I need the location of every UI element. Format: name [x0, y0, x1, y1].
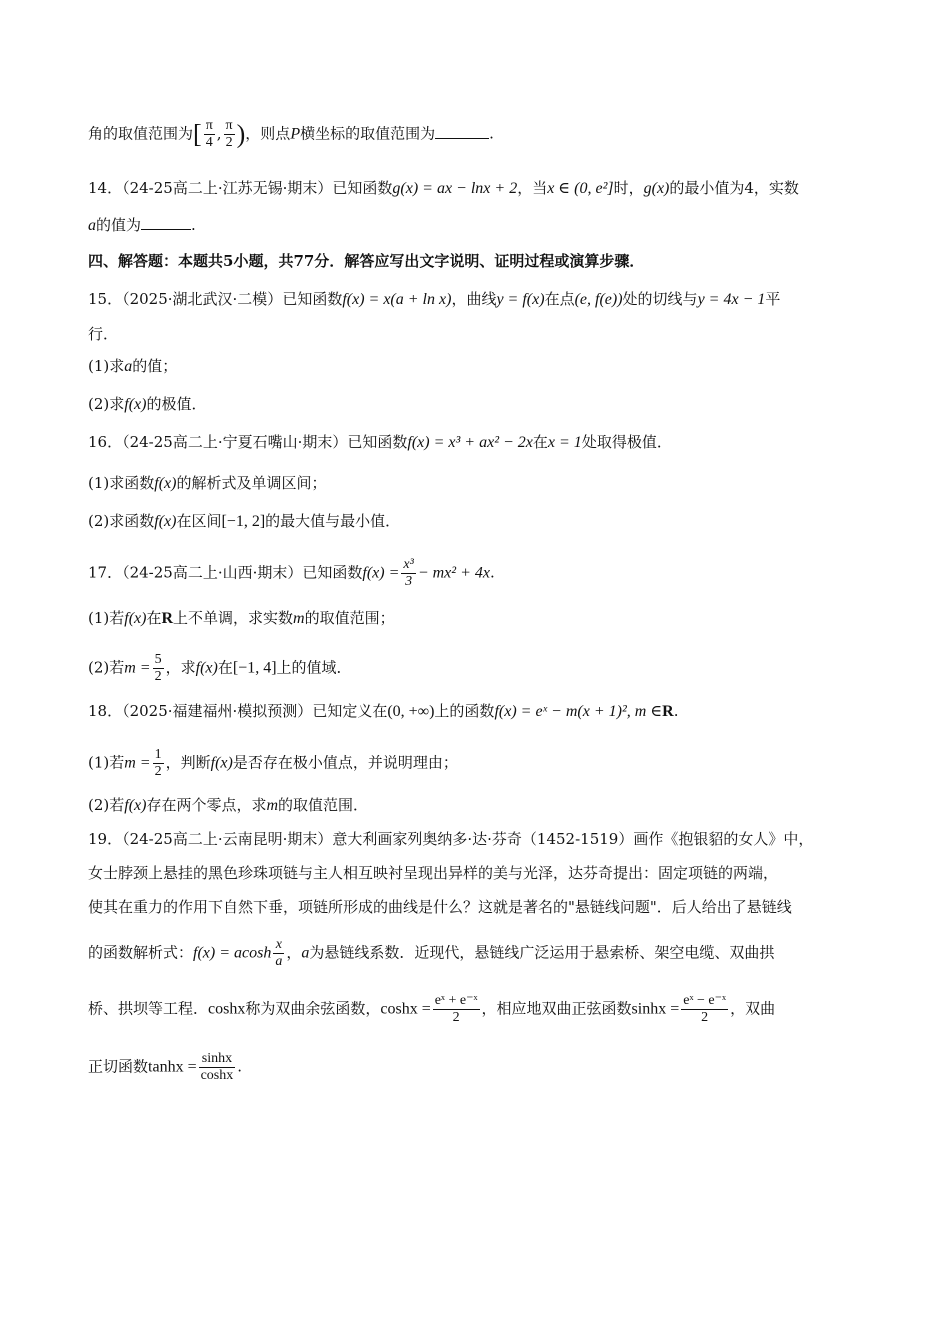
q17-p2f: f(x)	[195, 659, 218, 677]
cosh-def-fraction	[433, 993, 480, 1026]
q17-p2b: ，求	[165, 658, 196, 677]
q13-tail-r-hi-num: π	[225, 118, 233, 133]
q13-tail-r-lo-den: 4	[205, 135, 213, 150]
q17-p2d: 上的值域．	[276, 658, 352, 677]
q15-t3: 在点	[544, 290, 575, 308]
q14-line-2	[88, 214, 196, 237]
answer-blank	[435, 124, 489, 139]
q19-src: （24-25高二上·云南昆明·期末）	[122, 830, 333, 848]
q18-dom: (0, +∞)	[387, 703, 435, 720]
q17-part-1	[88, 607, 395, 630]
q19-num: 19．	[88, 830, 123, 848]
q15-src: （2025·湖北武汉·二模）	[122, 290, 283, 308]
q18-p1num: 1	[154, 747, 162, 762]
q14-t5: 的值为	[96, 216, 142, 234]
q15-part-1	[88, 355, 177, 378]
q16-p1b: 的解析式及单调区间；	[176, 474, 327, 492]
q18-p2m: m	[266, 797, 279, 814]
q19-l5den2: 2	[701, 1010, 709, 1025]
q15-p2f: f(x)	[124, 396, 147, 413]
q16-line-1	[88, 431, 672, 454]
q17-p2m: m =	[124, 659, 151, 677]
q19-line-1	[88, 828, 813, 850]
q17-p1b: 在	[146, 609, 162, 627]
q15-p1b: 的值；	[132, 357, 178, 375]
q18-p1a: (1)若	[88, 753, 125, 772]
q19-l4a: 的函数解析式：	[88, 943, 194, 962]
q16-num: 16．	[88, 433, 123, 451]
q16-p2i: [−1, 2]	[221, 513, 266, 530]
q19-l6tanh: tanhx =	[148, 1058, 197, 1076]
q16-p1f: f(x)	[154, 475, 177, 492]
q16-p2c: 的最大值与最小值．	[265, 512, 401, 530]
q18-p2a: (2)若	[88, 796, 125, 814]
q19-line-2: 女士脖颈上悬挂的黑色珍珠项链与主人相互映衬呈现出异样的美与光泽，达芬奇提出：固定项链的两端，	[88, 864, 779, 882]
tanh-def-fraction	[199, 1051, 236, 1084]
q18-part-2	[88, 794, 368, 817]
q16-part-1	[88, 472, 326, 495]
q16-t1: 已知函数	[347, 433, 408, 451]
q15-p2a: (2)求	[88, 395, 125, 413]
q18-m-fraction	[153, 747, 164, 780]
q17-p1m: m	[293, 610, 305, 627]
section-header: 四、解答题：本题共5小题，共77分．解答应写出文字说明、证明过程或演算步骤．	[88, 252, 645, 270]
q19-l5den: 2	[452, 1010, 460, 1025]
q14-t2: ，当	[517, 179, 548, 197]
q17-p1R: R	[161, 610, 174, 627]
q19-l5eq: coshx =	[380, 1000, 431, 1018]
q18-t2: 上的函数	[434, 702, 495, 720]
q17-p2c: 在	[217, 658, 233, 677]
q19-line-4	[88, 937, 774, 970]
q13-tail-line: 角的取值范围为[ $\frac{\pi}{4}$ , $\frac{\pi}{2}$ )，则点P横坐标的取值范围为 .	[88, 118, 494, 150]
q15-line-2: 行．	[88, 325, 119, 343]
q19-cosh-fraction	[273, 937, 284, 970]
q16-t2: 在	[532, 433, 548, 451]
q17-rest: − mx² + 4x	[417, 564, 490, 582]
q18-p2f: f(x)	[124, 797, 147, 814]
q15-part-2	[88, 393, 206, 416]
q19-line-3: 使其在重力的作用下自然下垂，项链所形成的曲线是什么？这就是著名的"悬链线问题"．后人给出了悬链线	[88, 898, 792, 916]
q17-line-1	[88, 557, 495, 590]
answer-blank	[141, 215, 191, 230]
q14-num: 14．	[88, 179, 123, 197]
q13-tail-r-hi-den: 2	[225, 135, 233, 150]
q16-func: f(x) = x³ + ax² − 2x	[407, 434, 533, 451]
q19-l5num2: eˣ − e⁻ˣ	[683, 993, 727, 1008]
q13-tail-t3: 横坐标的取值范围为	[300, 124, 436, 143]
q18-p2b: 存在两个零点，求	[146, 796, 267, 814]
q19-l4c: 为悬链线系数．近现代，悬链线广泛运用于悬索桥、架空电缆、双曲拱	[309, 943, 775, 962]
q17-p1f: f(x)	[124, 610, 147, 627]
q19-l6a: 正切函数	[88, 1057, 149, 1076]
q17-part-2	[88, 652, 352, 685]
q19-l5d: ，双曲	[730, 999, 776, 1018]
q15-curve: y = f(x)	[496, 291, 545, 308]
q17-num: 17．	[88, 563, 123, 582]
q19-l5num: eˣ + e⁻ˣ	[434, 993, 478, 1008]
q14-func: g(x) = ax − lnx + 2	[392, 180, 518, 197]
sinh-def-fraction	[681, 993, 728, 1026]
q13-tail-t1: 角的取值范围为	[88, 124, 194, 143]
q19-l4b: ，	[286, 943, 302, 962]
q15-num: 15．	[88, 290, 123, 308]
q18-R: R	[662, 703, 674, 720]
q19-l4a2: a	[301, 944, 310, 962]
q17-p1a: (1)若	[88, 609, 125, 627]
q14-line-1	[88, 177, 799, 200]
q18-p1b: ，判断	[165, 753, 211, 772]
q17-fr-num: x³	[403, 557, 414, 572]
q15-p1a: (1)求	[88, 357, 125, 375]
q16-t3: 处取得极值．	[581, 433, 672, 451]
q19-l6den: coshx	[200, 1068, 234, 1083]
q18-part-1	[88, 747, 458, 780]
q15-p2b: 的极值．	[146, 395, 207, 413]
q18-src: （2025·福建福州·模拟预测）	[122, 702, 313, 720]
q13-tail-t2: ，则点	[245, 124, 291, 143]
range-lower-fraction	[204, 118, 215, 151]
q19-l5a: 桥、拱坝等工程．	[88, 999, 209, 1018]
q18-num: 18．	[88, 702, 123, 720]
q14-src: （24-25高二上·江苏无锡·期末）	[122, 179, 333, 197]
q19-l1: 意大利画家列奥纳多·达·芬奇（1452-1519）画作《抱银貂的女人》中，	[332, 830, 814, 848]
q15-t2: ，曲线	[451, 290, 497, 308]
q17-src: （24-25高二上·山西·期末）	[122, 563, 303, 582]
q18-p2c: 的取值范围．	[278, 796, 369, 814]
q19-l4f: f(x) = acosh	[193, 944, 272, 962]
q19-l5c: ，相应地双曲正弦函数	[481, 999, 632, 1018]
q17-p1c: 上不单调，求实数	[173, 609, 294, 627]
q16-p2f: f(x)	[154, 513, 177, 530]
q18-p1den: 2	[154, 764, 162, 779]
range-upper-fraction	[224, 118, 235, 151]
q17-p2i: [−1, 4]	[232, 659, 277, 677]
q14-t3: 时，	[613, 179, 644, 197]
q17-m-fraction	[153, 652, 164, 685]
q15-line-1	[88, 288, 780, 311]
q19-l5cosh: coshx	[208, 1000, 246, 1018]
q14-cond: x ∈ (0, e²]	[547, 180, 614, 197]
q15-t5: 平	[765, 290, 781, 308]
q19-l6end: .	[237, 1057, 243, 1076]
q13-tail-var: P	[290, 125, 301, 143]
q16-p1a: (1)求函数	[88, 474, 155, 492]
q19-l5b: 称为双曲余弦函数，	[245, 999, 381, 1018]
q16-part-2	[88, 510, 400, 533]
q18-p1m: m =	[124, 754, 151, 772]
q17-p2den: 2	[154, 669, 162, 684]
q18-p1c: 是否存在极小值点，并说明理由；	[232, 753, 458, 772]
q15-pt: (e, f(e))	[574, 291, 623, 308]
q13-tail-end: .	[489, 124, 494, 143]
q17-end: .	[489, 563, 495, 582]
q18-p1f: f(x)	[210, 754, 233, 772]
q15-t1: 已知函数	[282, 290, 343, 308]
q14-end: .	[191, 216, 196, 234]
q18-func: f(x) = eˣ − m(x + 1)², m ∈	[494, 703, 663, 720]
q19-l5sinh: sinhx =	[631, 1000, 680, 1018]
q14-a: a	[88, 217, 96, 234]
q17-fr-den: 3	[405, 574, 413, 589]
q16-pt: x = 1	[547, 434, 582, 451]
q16-src: （24-25高二上·宁夏石嘴山·期末）	[122, 433, 348, 451]
q14-t1: 已知函数	[332, 179, 393, 197]
q19-l6num: sinhx	[199, 1051, 236, 1068]
q15-p1v: a	[124, 358, 133, 375]
q18-t1: 已知定义在	[312, 702, 388, 720]
q18-end: .	[673, 702, 679, 720]
q19-line-5	[88, 993, 775, 1026]
q14-t4: 的最小值为4，实数	[669, 179, 799, 197]
q14-gx: g(x)	[643, 180, 670, 197]
q15-func: f(x) = x(a + ln x)	[342, 291, 452, 308]
q16-p2b: 在区间	[176, 512, 222, 530]
q15-line: y = 4x − 1	[697, 291, 766, 308]
q17-p1d: 的取值范围；	[304, 609, 395, 627]
q17-f: f(x) =	[362, 564, 400, 582]
q16-p2a: (2)求函数	[88, 512, 155, 530]
q19-l4num: x	[273, 937, 284, 954]
q19-l4den: a	[275, 954, 283, 969]
q17-p2num: 5	[154, 652, 162, 667]
q17-p2a: (2)若	[88, 658, 125, 677]
q17-t1: 已知函数	[302, 563, 363, 582]
q13-tail-r-lo-num: π	[205, 118, 213, 133]
q18-line-1	[88, 700, 679, 723]
q19-line-6	[88, 1051, 242, 1084]
q17-fraction	[401, 557, 415, 590]
q15-t4: 处的切线与	[622, 290, 698, 308]
